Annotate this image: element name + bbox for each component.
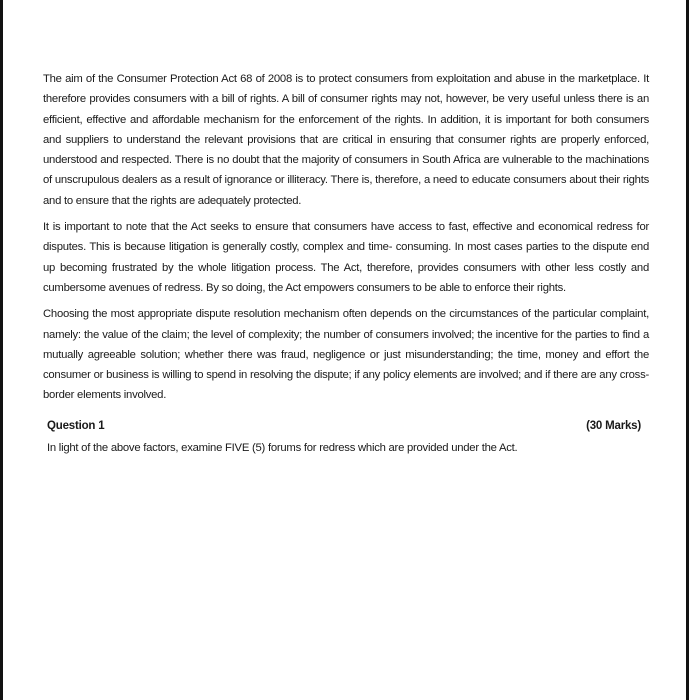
left-border <box>0 0 3 700</box>
question-title: Question 1 <box>47 419 105 432</box>
question-instruction: In light of the above factors, examine FIVE (5) forums for redress which are provided under the Act. <box>47 441 518 454</box>
question-marks: (30 Marks) <box>586 419 641 432</box>
paragraph-redress: It is important to note that the Act seeks to ensure that consumers have access to fast, effective and economical redress for disputes. This is because litigation is generally costly, complex and time- consuming. In most cases parties to the dispute end up becoming frustrated by the whole litigation process. The Act, therefore, provides consumers with other less costly and cumbersome avenues of redress. By so doing, the Act empowers consumers to be able to enforce their rights. <box>43 221 649 294</box>
question-header <box>43 416 649 436</box>
document-page <box>43 69 649 458</box>
paragraph-intro: The aim of the Consumer Protection Act 68 of 2008 is to protect consumers from exploitation and abuse in the marketplace. It therefore provides consumers with a bill of rights. A bill of consumer rights may not, however, be very useful unless there is an efficient, effective and affordable mechanism for the enforcement of the rights. In addition, it is important for both consumers and suppliers to understand the relevant provisions that are critical in ensuring that consumer rights are properly enforced, understood and respected. There is no doubt that the majority of consumers in South Africa are vulnerable to the machinations of unscrupulous dealers as a result of ignorance or illiteracy. There is, therefore, a need to educate consumers about their rights and to ensure that the rights are adequately protected. <box>43 73 649 207</box>
paragraph-mechanism: Choosing the most appropriate dispute resolution mechanism often depends on the circumstances of the particular complaint, namely: the value of the claim; the level of complexity; the number of consumers involved; the incentive for the parties to find a mutually agreeable solution; whether there was fraud, negligence or just misunderstanding; the time, money and effort the consumer or business is willing to spend in resolving the dispute; if any policy elements are involved; and if there are any cross-border elements involved. <box>43 308 649 402</box>
